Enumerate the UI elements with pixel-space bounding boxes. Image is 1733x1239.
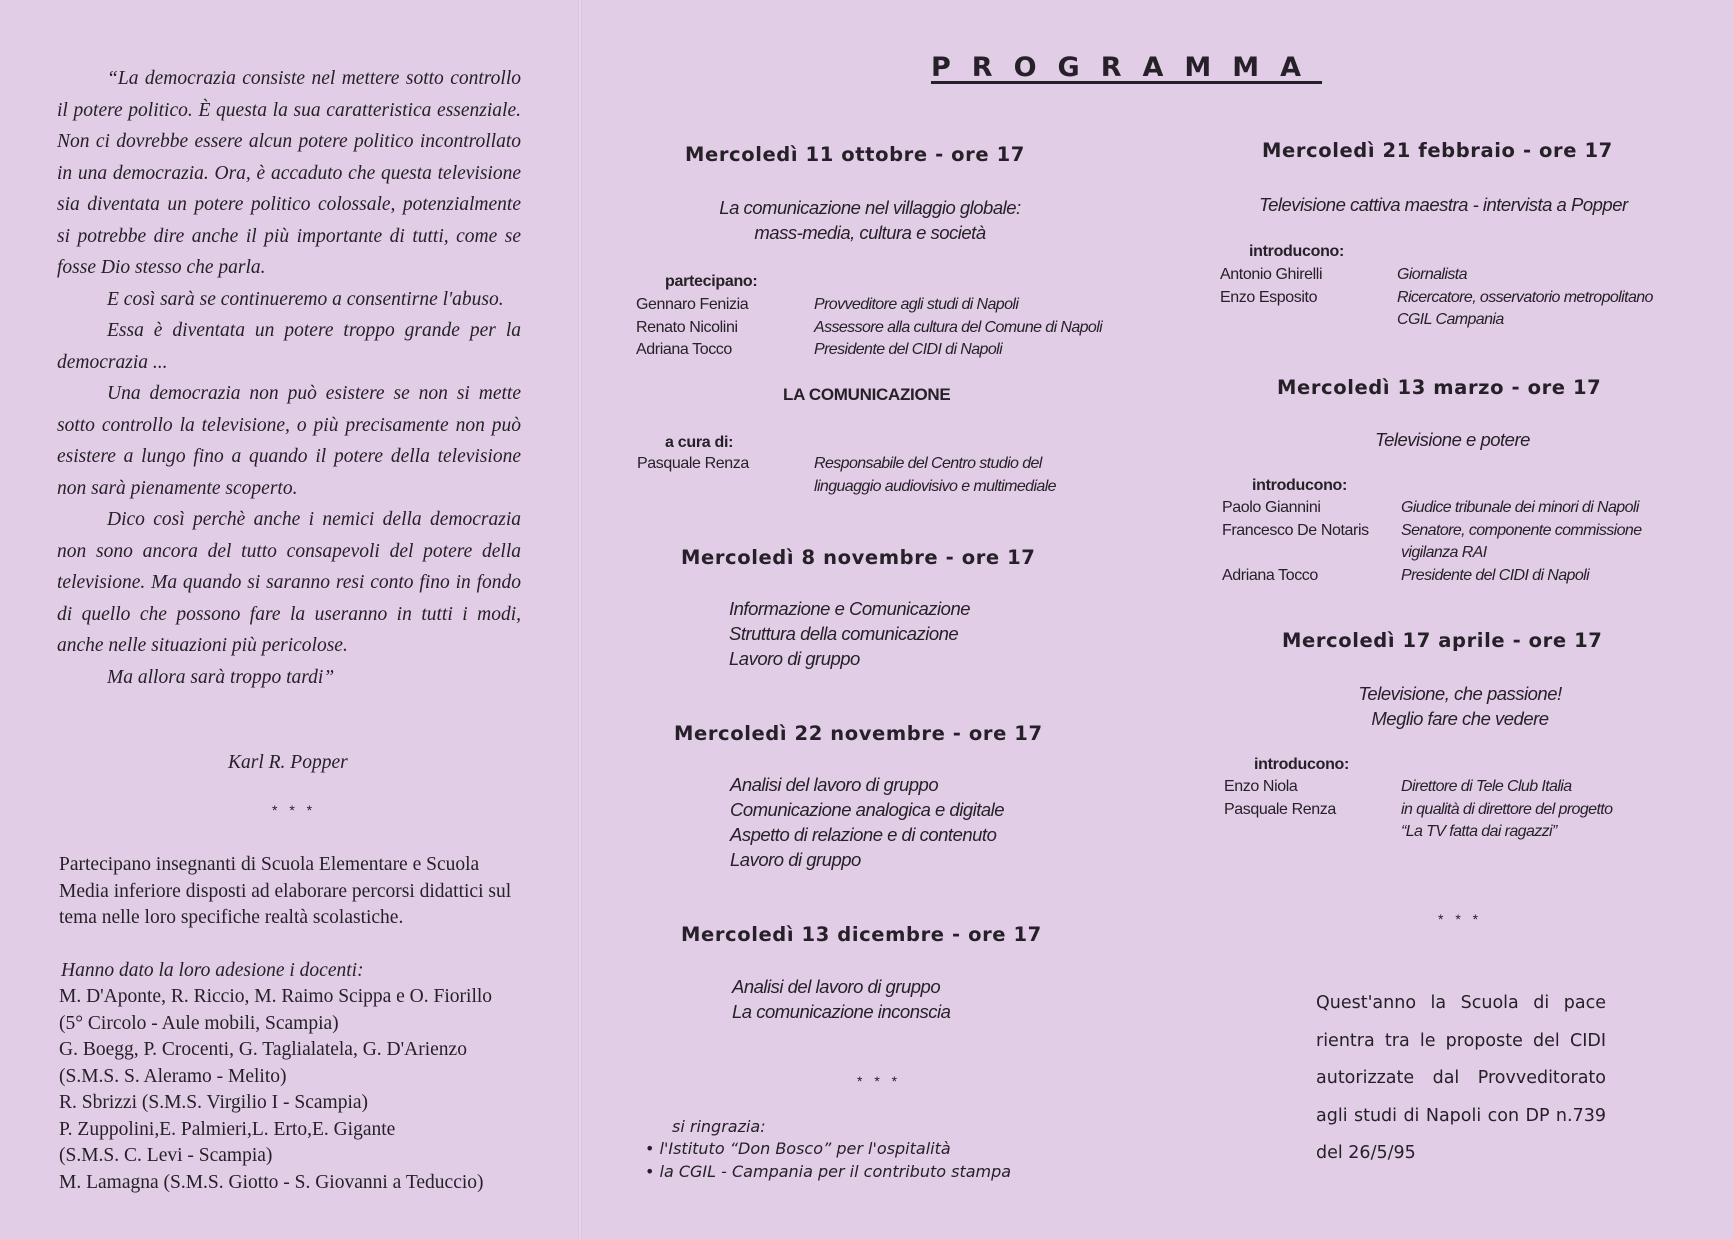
role-heading: introducono: — [1254, 756, 1350, 773]
list-item: (5° Circolo - Aule mobili, Scampia) — [59, 1012, 339, 1034]
note-line: Quest'anno la Scuola di pace — [1316, 993, 1606, 1013]
topic-line: Lavoro di gruppo — [730, 849, 861, 870]
person-role: linguaggio audiovisivo e multimediale — [814, 477, 1056, 495]
person-name — [1220, 309, 1397, 332]
person-role: Responsabile del Centro studio del — [814, 455, 1042, 472]
quote-author: Karl R. Popper — [228, 752, 348, 773]
person-name: Adriana Tocco — [1222, 566, 1318, 584]
participants-list — [1224, 776, 1612, 844]
quote-paragraph: Ma allora sarà troppo tardi” — [107, 666, 335, 688]
person-name — [1224, 821, 1401, 844]
authorization-note — [1316, 985, 1606, 1173]
person-role: Provveditore agli studi di Napoli — [814, 296, 1019, 313]
role-heading: introducono: — [1252, 477, 1348, 494]
list-item: M. D'Aponte, R. Riccio, M. Raimo Scippa e O. Fiorillo — [59, 986, 493, 1007]
person-name: Enzo Niola — [1224, 778, 1298, 795]
session-topic: Televisione cattiva maestra - intervista a Popper — [1259, 194, 1628, 215]
person-role: vigilanza RAI — [1401, 544, 1487, 561]
adesione-list — [59, 984, 492, 1196]
note-line: rientra tra le proposte del CIDI — [1316, 1030, 1606, 1051]
curator-label: a cura di: — [665, 434, 734, 451]
list-item: (S.M.S. S. Aleramo - Melito) — [59, 1065, 287, 1087]
topic-line: Informazione e Comunicazione — [729, 598, 971, 619]
person-role: Giudice tribunale dei minori di Napoli — [1401, 499, 1639, 516]
note-line: autorizzate dal Provveditorato — [1316, 1068, 1606, 1088]
quote-paragraph: Dico così perchè anche i nemici della democrazia non sono ancora del tutto consapevoli del potere della televisione. Ma quando si saranno resi conto fino in fondo di quello che possono fare la useranno in tutti i modi, anche nelle situazioni più pericolose. — [57, 509, 521, 656]
role-heading: introducono: — [1249, 243, 1345, 260]
person-role: in qualità di direttore del progetto — [1401, 800, 1613, 818]
role-heading: partecipano: — [665, 273, 758, 290]
curator — [637, 453, 1056, 498]
participants-list — [1220, 264, 1653, 332]
list-item: • la CGIL - Campania per il contributo stampa — [645, 1162, 1012, 1181]
program-title: PROGRAMMA — [931, 52, 1323, 83]
note-line: del 26/5/95 — [1316, 1143, 1416, 1163]
quote-paragraph: “La democrazia consiste nel mettere sotto controllo il potere politico. È questa la sua caratteristica essenziale. Non ci dovrebbe essere alcun potere politico incontrollato in una democrazia. Ora, è accaduto che questa televisione sia diventata un potere politico colossale, potenzialmente si potrebbe dire anche il più importante di tutti, come se fosse Dio stesso che parla. — [57, 68, 521, 278]
person-name: Gennaro Fenizia — [636, 296, 749, 313]
participants-list — [636, 294, 1102, 362]
person-name: Renato Nicolini — [636, 318, 738, 336]
topic-line: Analisi del lavoro di gruppo — [732, 976, 941, 997]
separator: * * * — [857, 1073, 902, 1089]
session-date: Mercoledì 22 novembre - ore 17 — [674, 722, 1043, 745]
topic-line: Struttura della comunicazione — [729, 623, 959, 644]
participants-list — [1222, 497, 1642, 587]
session-topic — [1300, 681, 1620, 731]
session-topic: Televisione e potere — [1375, 429, 1530, 450]
adesione-title: Hanno dato la loro adesione i docenti: — [61, 960, 364, 981]
list-item: M. Lamagna (S.M.S. Giotto - S. Giovanni a Teduccio) — [59, 1171, 484, 1193]
quote-paragraph: Una democrazia non può esistere se non si mette sotto controllo la televisione, o più precisamente non può esistere a lungo fino a quando il potere della televisione non sarà pienamente scoperto. — [57, 383, 521, 499]
person-role: Presidente del CIDI di Napoli — [1401, 566, 1590, 584]
person-name: Antonio Ghirelli — [1220, 266, 1323, 283]
session-date: Mercoledì 8 novembre - ore 17 — [681, 546, 1036, 569]
topic-line: La comunicazione nel villaggio globale: — [719, 197, 1021, 218]
session-topics — [729, 596, 970, 671]
person-role: Direttore di Tele Club Italia — [1401, 778, 1572, 795]
section-subheading: LA COMUNICAZIONE — [783, 385, 951, 404]
person-name: Francesco De Notaris — [1222, 521, 1369, 539]
person-name — [1222, 542, 1401, 565]
session-date: Mercoledì 17 aprile - ore 17 — [1282, 629, 1603, 652]
person-name: Enzo Esposito — [1220, 288, 1318, 306]
topic-line: Televisione, che passione! — [1358, 683, 1562, 704]
list-item: (S.M.S. C. Levi - Scampia) — [59, 1145, 273, 1166]
topic-line: La comunicazione inconscia — [732, 1001, 951, 1022]
session-topics — [732, 974, 950, 1024]
topic-line: Aspetto di relazione e di contenuto — [730, 824, 997, 845]
person-name: Adriana Tocco — [636, 341, 732, 358]
list-item: G. Boegg, P. Crocenti, G. Taglialatela, G. D'Arienzo — [59, 1039, 467, 1060]
list-item: P. Zuppolini,E. Palmieri,L. Erto,E. Gigante — [59, 1118, 396, 1140]
topic-line: Meglio fare che vedere — [1371, 708, 1549, 729]
participants-text: Partecipano insegnanti di Scuola Elementare e Scuola Media inferiore disposti ad elaborare percorsi didattici sul tema nelle loro specifiche realtà scolastiche. — [59, 854, 512, 928]
quote-paragraph: Essa è diventata un potere troppo grande per la democrazia ... — [57, 320, 521, 373]
session-date: Mercoledì 11 ottobre - ore 17 — [685, 143, 1025, 166]
person-role: CGIL Campania — [1397, 311, 1504, 328]
topic-line: mass-media, cultura e società — [754, 222, 986, 243]
session-date: Mercoledì 21 febbraio - ore 17 — [1262, 139, 1613, 162]
person-name: Pasquale Renza — [637, 455, 749, 472]
popper-quote — [57, 63, 521, 693]
session-topic — [680, 195, 1060, 245]
separator: * * * — [1438, 911, 1483, 927]
person-role: Assessore alla cultura del Comune di Napoli — [814, 318, 1103, 336]
person-name: Pasquale Renza — [1224, 800, 1336, 818]
note-line: agli studi di Napoli con DP n.739 — [1316, 1105, 1606, 1126]
person-role: “La TV fatta dai ragazzi” — [1401, 823, 1557, 840]
topic-line: Analisi del lavoro di gruppo — [730, 774, 939, 795]
quote-paragraph: E così sarà se continueremo a consentirne l'abuso. — [107, 288, 504, 310]
session-date: Mercoledì 13 dicembre - ore 17 — [681, 923, 1042, 946]
person-role: Ricercatore, osservatorio metropolitano — [1397, 288, 1653, 306]
session-topics — [730, 772, 1004, 872]
person-role: Senatore, componente commissione — [1401, 521, 1642, 539]
list-item: R. Sbrizzi (S.M.S. Virgilio I - Scampia) — [59, 1092, 369, 1113]
person-role: Presidente del CIDI di Napoli — [814, 341, 1003, 358]
thanks-title: si ringrazia: — [672, 1117, 766, 1136]
page-fold — [578, 0, 582, 1239]
thanks-list — [645, 1137, 1011, 1183]
person-role: Giornalista — [1397, 266, 1467, 283]
list-item: • l'Istituto “Don Bosco” per l'ospitalità — [645, 1139, 951, 1158]
topic-line: Comunicazione analogica e digitale — [730, 799, 1005, 820]
separator: * * * — [272, 802, 317, 818]
session-date: Mercoledì 13 marzo - ore 17 — [1277, 376, 1602, 399]
person-name: Paolo Giannini — [1222, 499, 1321, 516]
topic-line: Lavoro di gruppo — [729, 648, 860, 669]
